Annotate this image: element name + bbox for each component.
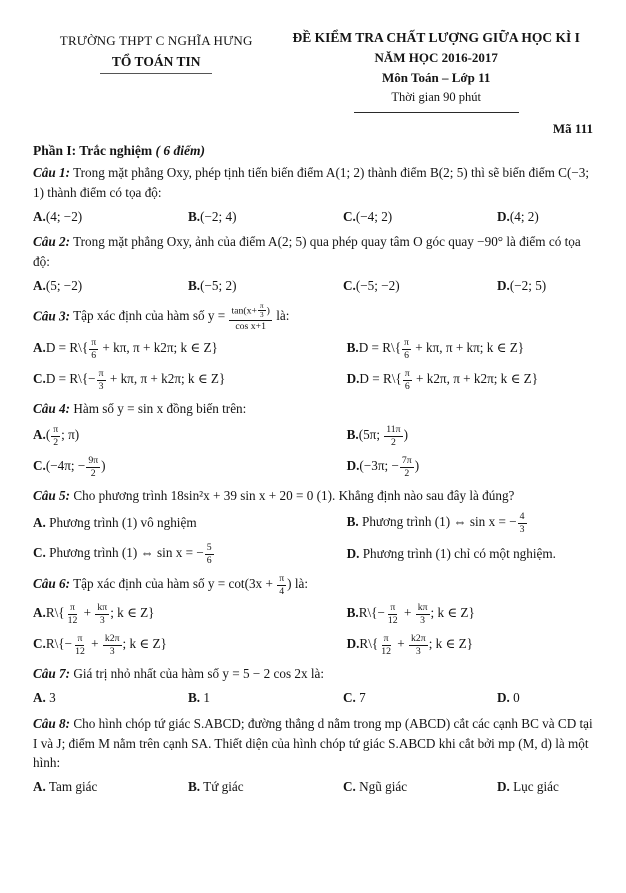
question-6 — [33, 573, 593, 657]
fraction: $\frac{\pi}{3}$ — [98, 368, 104, 392]
option-letter: B. — [188, 690, 201, 706]
option-letter: A. — [33, 515, 46, 531]
question-label: Câu 3: — [33, 308, 71, 324]
option-d — [497, 688, 593, 708]
fraction: $\frac{k2\pi}{3}$ — [411, 633, 426, 657]
option-c — [343, 276, 497, 296]
option-letter: C. — [343, 779, 356, 795]
fraction: $\frac{\pi}{6}$ — [404, 368, 410, 392]
option-letter: D. — [346, 458, 360, 474]
option-text: (−4; 2) — [355, 208, 393, 224]
question-1 — [33, 163, 593, 226]
fraction: $\frac{7\pi}{2}$ — [401, 455, 412, 479]
option-letter: D. — [346, 546, 360, 562]
option-letter: C. — [33, 545, 46, 561]
option-d — [497, 207, 593, 227]
header-divider — [354, 112, 519, 113]
school-name: TRƯỜNG THPT C NGHĨA HƯNG — [59, 33, 253, 48]
option-letter: D. — [497, 779, 510, 795]
fraction: $\frac{\pi}{12}$ — [75, 633, 85, 657]
option-text: (−4π; − $\frac{9\pi}{2}$ ) — [45, 455, 106, 479]
exam-header — [33, 30, 593, 113]
option-text: R\{ $\frac{\pi}{12}$ + $\frac{k\pi}{3}$ ; k ∈ Z} — [45, 602, 155, 626]
department-wrap — [33, 53, 279, 74]
question-stem — [33, 573, 593, 597]
fraction: $\frac{\pi}{6}$ — [404, 337, 409, 361]
option-letter: A. — [33, 605, 46, 621]
option-text: D = R\{− $\frac{\pi}{3}$ + kπ, π + k2π; k ∈ Z} — [45, 368, 226, 392]
option-letter: A. — [33, 427, 46, 443]
question-text: Tập xác định của hàm số y = cot(3x + $\frac{\pi}{4}$ ) là: — [73, 573, 308, 597]
option-a — [33, 276, 188, 296]
option-b — [347, 424, 593, 448]
question-label: Câu 8: — [33, 715, 71, 731]
question-stem — [33, 232, 593, 272]
option-text: D = R\{ $\frac{\pi}{6}$ + k2π, π + k2π; k ∈ Z} — [359, 368, 539, 392]
option-letter: A. — [33, 690, 46, 706]
question-text: Cho phương trình 18sin²x + 39 sin x + 20 = 0 (1). Khẳng định nào sau đây là đúng? — [73, 488, 515, 504]
fraction: $\frac{4}{3}$ — [519, 511, 525, 535]
option-letter: C. — [343, 277, 356, 293]
fraction: $\frac{k2\pi}{3}$ — [104, 633, 120, 657]
option-c — [33, 542, 347, 566]
option-text: R\{− $\frac{\pi}{12}$ + $\frac{k2\pi}{3}$ ; k ∈ Z} — [45, 633, 167, 657]
options-row — [33, 602, 593, 657]
option-letter: D. — [497, 208, 510, 224]
option-text: (−2; 5) — [509, 277, 547, 293]
fraction: $\frac{k\pi}{3}$ — [97, 602, 108, 626]
fraction: $\frac{\pi}{12}$ — [381, 633, 391, 657]
option-text: Tam giác — [45, 779, 98, 795]
option-b — [188, 276, 343, 296]
option-letter: C. — [33, 371, 46, 387]
option-text: (4; −2) — [45, 208, 83, 224]
option-b — [347, 602, 593, 626]
question-label: Câu 2: — [33, 234, 71, 250]
option-letter: C. — [33, 636, 46, 652]
question-text: Giá trị nhỏ nhất của hàm số y = 5 − 2 cos 2x là: — [73, 666, 325, 682]
fraction: $\frac{\pi}{3}$ — [260, 301, 264, 320]
option-letter: C. — [343, 690, 356, 706]
duration-line: Thời gian 90 phút — [391, 90, 481, 104]
question-label: Câu 4: — [33, 401, 71, 417]
option-text: Phương trình (1) ⇔ sin x = − $\frac{5}{6}$ — [45, 542, 212, 566]
option-text: (5; −2) — [45, 277, 83, 293]
option-letter: D. — [346, 371, 360, 387]
question-stem — [33, 714, 593, 773]
options-row — [33, 276, 593, 296]
option-text: Phương trình (1) ⇔ sin x = − $\frac{4}{3}$ — [358, 511, 525, 535]
option-letter: B. — [346, 340, 359, 356]
exam-code: Mã 111 — [552, 121, 593, 136]
option-text: (−2; 4) — [200, 208, 237, 224]
option-letter: B. — [346, 514, 359, 530]
option-letter: B. — [188, 277, 201, 293]
question-text: Trong mặt phẳng Oxy, ảnh của điểm A(2; 5) qua phép quay tâm O góc quay −90° là điểm có tọa độ: — [33, 234, 581, 270]
option-text: Lục giác — [509, 779, 559, 795]
option-b — [347, 511, 593, 535]
question-text: Tập xác định của hàm số y = tan(x+ $\frac{\pi}{3}$ ) cos x+1 là: — [73, 301, 290, 332]
question-stem — [33, 664, 593, 684]
option-text: R\{ $\frac{\pi}{12}$ + $\frac{k2\pi}{3}$ ; k ∈ Z} — [359, 633, 473, 657]
header-title-block — [279, 30, 593, 113]
fraction: $\frac{\pi}{12}$ — [387, 602, 398, 626]
option-text: 7 — [355, 690, 366, 706]
option-text: Tứ giác — [200, 779, 244, 795]
option-text: R\{− $\frac{\pi}{12}$ + $\frac{k\pi}{3}$ ; k ∈ Z} — [358, 602, 475, 626]
option-text: 0 — [509, 690, 520, 706]
option-text: 3 — [45, 690, 56, 706]
option-letter: A. — [33, 277, 46, 293]
option-letter: C. — [33, 458, 46, 474]
options-row — [33, 777, 593, 797]
option-c — [33, 633, 347, 657]
option-d — [347, 368, 593, 392]
option-b — [347, 337, 593, 361]
question-5 — [33, 486, 593, 566]
question-4 — [33, 399, 593, 479]
option-text: Phương trình (1) vô nghiệm — [45, 515, 197, 531]
fraction: $\frac{\pi}{4}$ — [279, 573, 285, 597]
option-a — [33, 602, 347, 626]
option-text: Phương trình (1) chỉ có một nghiệm. — [359, 546, 556, 562]
option-a — [33, 513, 347, 533]
option-d — [347, 633, 593, 657]
header-school-block — [33, 30, 279, 113]
question-stem — [33, 302, 593, 333]
question-label: Câu 7: — [33, 666, 71, 682]
option-letter: A. — [33, 208, 46, 224]
option-a — [33, 207, 188, 227]
option-letter: A. — [33, 340, 46, 356]
option-letter: B. — [188, 208, 201, 224]
options-row — [33, 424, 593, 479]
fraction: $\frac{9\pi}{2}$ — [88, 455, 99, 479]
option-text: D = R\{ $\frac{\pi}{6}$ + kπ, π + kπ; k ∈ Z} — [358, 337, 525, 361]
question-8 — [33, 714, 593, 797]
option-b — [188, 688, 343, 708]
question-stem — [33, 163, 593, 203]
section-points: ( 6 điểm) — [155, 143, 206, 158]
subject-line: Môn Toán – Lớp 11 — [382, 70, 491, 85]
option-letter: D. — [497, 277, 510, 293]
option-letter: D. — [346, 636, 360, 652]
option-text: (−3π; − $\frac{7\pi}{2}$ ) — [359, 455, 420, 479]
fraction: $\frac{5}{6}$ — [206, 542, 212, 566]
fraction: tan(x+ $\frac{\pi}{3}$ ) cos x+1 — [231, 301, 270, 332]
options-row — [33, 207, 593, 227]
fraction: $\frac{\pi}{12}$ — [67, 602, 78, 626]
option-d — [497, 777, 593, 797]
question-text: Hàm số y = sin x đồng biến trên: — [73, 401, 247, 417]
option-c — [343, 777, 497, 797]
questions-container — [33, 163, 593, 797]
options-row — [33, 337, 593, 392]
school-year: NĂM HỌC 2016-2017 — [374, 50, 498, 65]
option-letter: D. — [497, 690, 510, 706]
option-a — [33, 777, 188, 797]
question-7 — [33, 664, 593, 708]
option-d — [497, 276, 593, 296]
section-title-text: Phần I: Trắc nghiệm — [33, 143, 153, 158]
option-b — [188, 777, 343, 797]
question-text: Cho hình chóp tứ giác S.ABCD; đường thẳng d nằm trong mp (ABCD) cắt các cạnh BC và CD tại I và J; điểm M nằm trên cạnh SA. Thiết diện của hình chóp tứ giác S.ABCD khi cắt bởi mp (M, d) là một hình: — [33, 715, 593, 771]
option-c — [343, 207, 497, 227]
exam-title: ĐỀ KIỂM TRA CHẤT LƯỢNG GIỮA HỌC KÌ I — [292, 30, 580, 45]
option-letter: B. — [346, 427, 359, 443]
option-text: (−5; −2) — [355, 277, 400, 293]
option-text: ( $\frac{\pi}{2}$ ; π) — [45, 424, 80, 448]
option-text: Ngũ giác — [355, 779, 408, 795]
option-a — [33, 424, 347, 448]
question-label: Câu 5: — [33, 488, 71, 504]
fraction: $\frac{\pi}{2}$ — [53, 424, 59, 448]
option-d — [347, 455, 593, 479]
question-3 — [33, 302, 593, 393]
section-title — [33, 143, 593, 159]
fraction: $\frac{\pi}{6}$ — [91, 337, 97, 361]
question-stem — [33, 399, 593, 419]
option-c — [343, 688, 497, 708]
options-row — [33, 688, 593, 708]
fraction: $\frac{11\pi}{2}$ — [386, 424, 401, 448]
question-text: Trong mặt phẳng Oxy, phép tịnh tiến biến điểm A(1; 2) thành điểm B(2; 5) thì sẽ biến điểm C(−3; 1) thành điểm có tọa độ: — [33, 165, 590, 200]
option-letter: B. — [188, 779, 201, 795]
option-text: (4; 2) — [509, 208, 539, 224]
department-name: TỔ TOÁN TIN — [100, 54, 213, 74]
question-label: Câu 6: — [33, 576, 71, 592]
question-2 — [33, 232, 593, 295]
option-text: (−5; 2) — [200, 277, 237, 293]
option-d — [347, 544, 593, 564]
options-row — [33, 511, 593, 566]
option-text: (5π; $\frac{11\pi}{2}$ ) — [358, 424, 409, 448]
option-letter: C. — [343, 208, 356, 224]
option-c — [33, 455, 347, 479]
option-b — [188, 207, 343, 227]
option-c — [33, 368, 347, 392]
option-a — [33, 688, 188, 708]
option-text: D = R\{ $\frac{\pi}{6}$ + kπ, π + k2π; k ∈ Z} — [45, 337, 218, 361]
option-a — [33, 337, 347, 361]
option-letter: B. — [346, 605, 359, 621]
question-stem — [33, 486, 593, 506]
option-text: 1 — [200, 690, 210, 706]
option-letter: A. — [33, 779, 46, 795]
fraction: $\frac{k\pi}{3}$ — [417, 602, 428, 626]
question-label: Câu 1: — [33, 165, 71, 180]
